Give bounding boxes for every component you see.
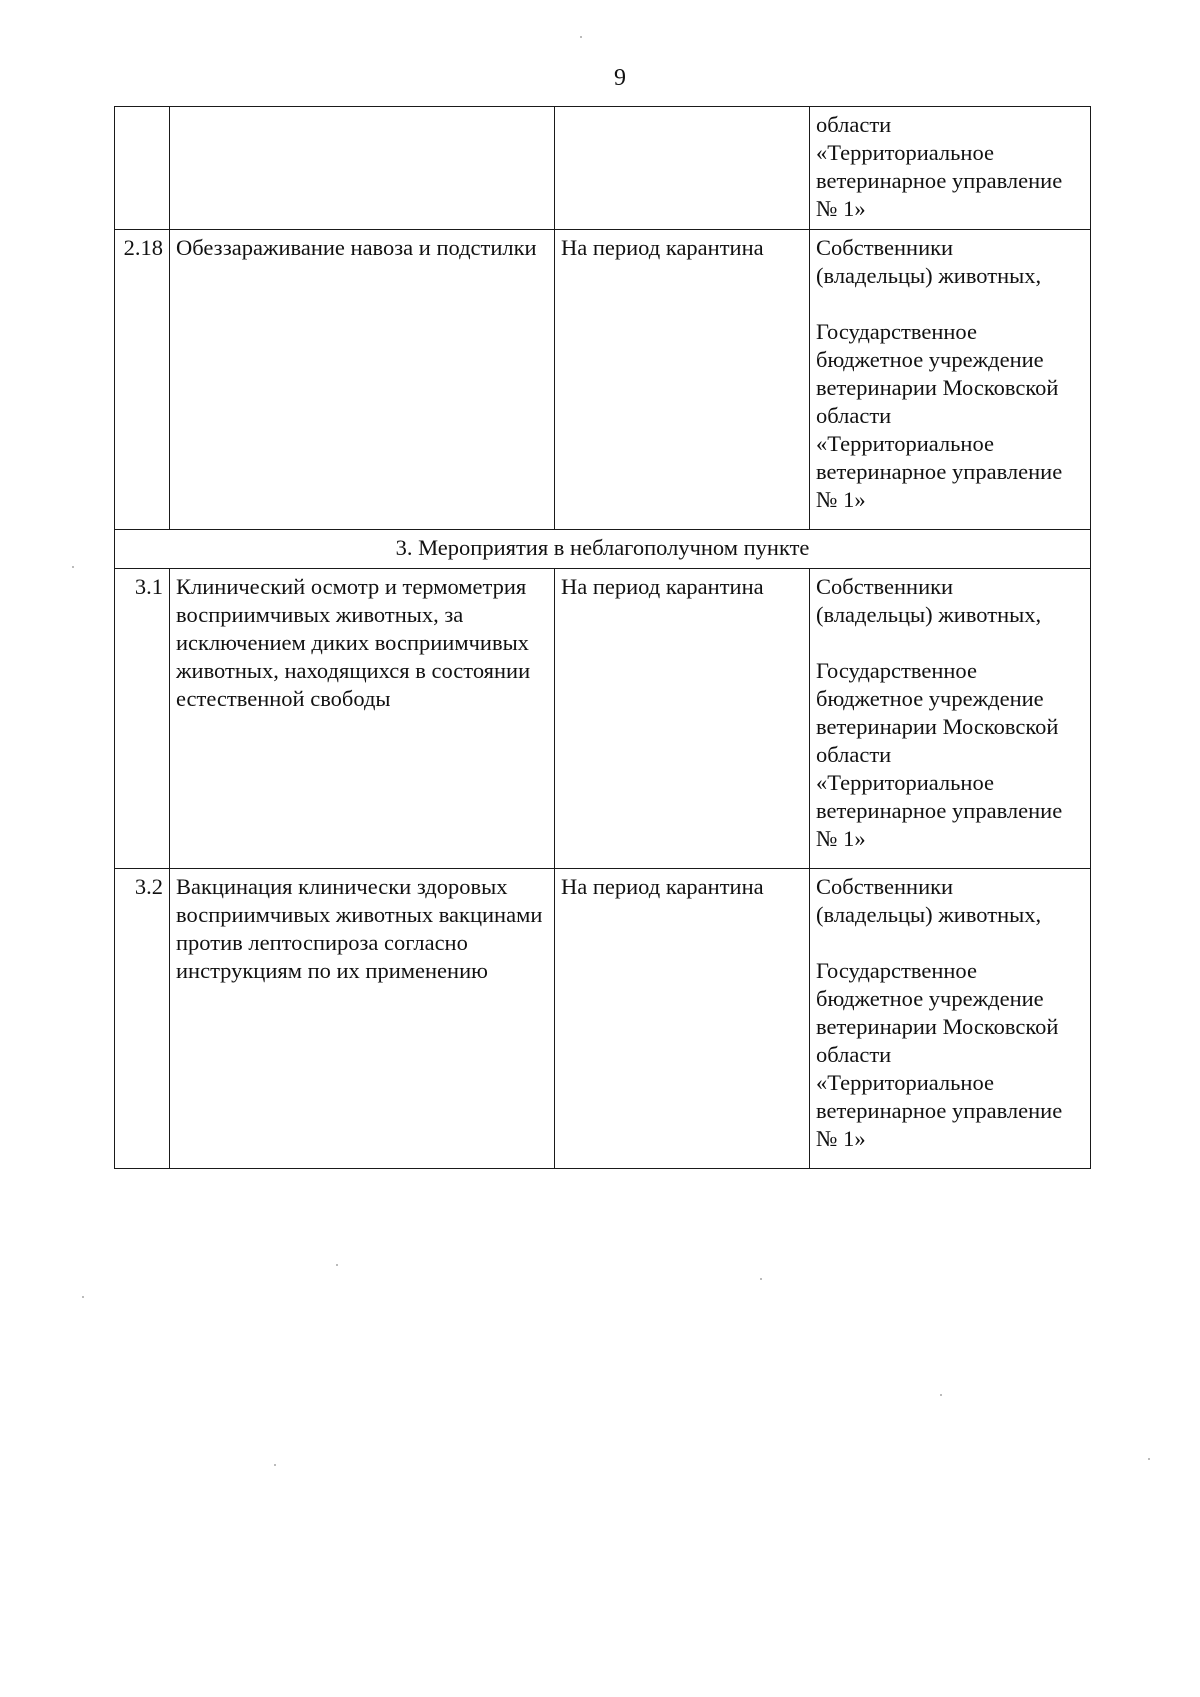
table-row <box>115 569 1091 869</box>
responsible-cell <box>810 107 1091 230</box>
responsible-cell <box>810 869 1091 1169</box>
institution-line: «Территориальное <box>816 770 994 795</box>
event-description: Вакцинация клинически здоровых восприимчивых животных вакцинами против лептоспироза согласно инструкциям по их применению <box>170 869 555 1169</box>
institution-line: области <box>816 1042 892 1067</box>
scan-speck <box>940 1394 942 1396</box>
scan-speck <box>82 1296 84 1298</box>
section-title: 3. Мероприятия в неблагополучном пункте <box>115 530 1091 569</box>
institution-line: ветеринарное управление <box>816 459 1063 484</box>
institution-line: № 1» <box>816 826 866 851</box>
row-number: 3.2 <box>115 869 170 1169</box>
term-text: На период карантина <box>555 569 810 869</box>
institution-line: «Территориальное <box>816 431 994 456</box>
event-description: Обеззараживание навоза и подстилки <box>170 230 555 530</box>
institution-line: № 1» <box>816 487 866 512</box>
institution-line: Государственное <box>816 958 977 983</box>
responsible-line: «Территориальное <box>816 140 994 165</box>
measures-table <box>114 106 1091 1169</box>
owners-line: (владельцы) животных, <box>816 902 1042 927</box>
responsible-cell <box>810 230 1091 530</box>
responsible-line: области <box>816 112 892 137</box>
institution-line: области <box>816 742 892 767</box>
institution-line: Государственное <box>816 319 977 344</box>
event-description: Клинический осмотр и термометрия восприимчивых животных, за исключением диких восприимчивых животных, находящихся в состоянии естественной свободы <box>170 569 555 869</box>
institution-line: ветеринарии Московской <box>816 1014 1059 1039</box>
event-cell <box>170 107 555 230</box>
institution-line: ветеринарное управление <box>816 1098 1063 1123</box>
table-row <box>115 869 1091 1169</box>
institution-line: № 1» <box>816 1126 866 1151</box>
scan-speck <box>274 1464 276 1466</box>
paragraph-gap <box>816 290 1084 318</box>
owners-line: Собственники <box>816 574 954 599</box>
institution-line: ветеринарии Московской <box>816 375 1059 400</box>
paragraph-gap <box>816 629 1084 657</box>
term-cell <box>555 107 810 230</box>
owners-line: Собственники <box>816 235 954 260</box>
scan-speck <box>72 566 74 568</box>
owners-line: Собственники <box>816 874 954 899</box>
scan-speck <box>580 36 582 38</box>
responsible-line: № 1» <box>816 196 866 221</box>
term-text: На период карантина <box>555 230 810 530</box>
responsible-line: ветеринарное управление <box>816 168 1063 193</box>
scan-speck <box>760 1278 762 1280</box>
institution-line: бюджетное учреждение <box>816 347 1044 372</box>
institution-line: «Территориальное <box>816 1070 994 1095</box>
paragraph-gap <box>816 929 1084 957</box>
scan-speck <box>336 1264 338 1266</box>
institution-line: бюджетное учреждение <box>816 986 1044 1011</box>
term-text: На период карантина <box>555 869 810 1169</box>
institution-line: бюджетное учреждение <box>816 686 1044 711</box>
institution-line: ветеринарии Московской <box>816 714 1059 739</box>
page-number: 9 <box>614 65 626 91</box>
row-number: 3.1 <box>115 569 170 869</box>
row-number-cell <box>115 107 170 230</box>
institution-line: Государственное <box>816 658 977 683</box>
institution-line: области <box>816 403 892 428</box>
table-row-continuation <box>115 107 1091 230</box>
section-header-row <box>115 530 1091 569</box>
owners-line: (владельцы) животных, <box>816 263 1042 288</box>
table-row <box>115 230 1091 530</box>
row-number: 2.18 <box>115 230 170 530</box>
owners-line: (владельцы) животных, <box>816 602 1042 627</box>
institution-line: ветеринарное управление <box>816 798 1063 823</box>
responsible-cell <box>810 569 1091 869</box>
scan-speck <box>1148 1458 1150 1460</box>
